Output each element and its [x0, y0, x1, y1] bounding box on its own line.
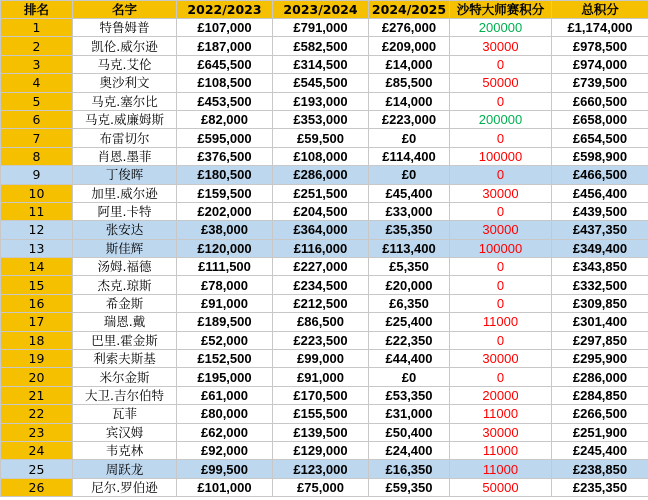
header-total-points: 总积分 — [552, 1, 648, 19]
cell-2024-2025: £14,000 — [369, 55, 450, 73]
cell-total-points: £439,500 — [552, 202, 648, 220]
cell-2024-2025: £113,400 — [369, 239, 450, 257]
cell-name: 奥沙利文 — [73, 74, 177, 92]
cell-2022-2023: £202,000 — [177, 202, 273, 220]
cell-name: 丁俊晖 — [73, 166, 177, 184]
cell-2024-2025: £85,500 — [369, 74, 450, 92]
cell-saudi-points: 0 — [450, 92, 552, 110]
cell-2024-2025: £44,400 — [369, 350, 450, 368]
cell-rank: 15 — [1, 276, 73, 294]
cell-name: 尼尔.罗伯逊 — [73, 478, 177, 496]
cell-2022-2023: £101,000 — [177, 478, 273, 496]
cell-rank: 17 — [1, 313, 73, 331]
cell-total-points: £654,500 — [552, 129, 648, 147]
cell-name: 巴里.霍金斯 — [73, 331, 177, 349]
cell-2023-2024: £212,500 — [273, 294, 369, 312]
cell-rank: 4 — [1, 74, 73, 92]
cell-2024-2025: £0 — [369, 368, 450, 386]
table-row — [1, 92, 648, 110]
cell-2023-2024: £353,000 — [273, 110, 369, 128]
cell-2023-2024: £234,500 — [273, 276, 369, 294]
cell-rank: 8 — [1, 147, 73, 165]
cell-name: 马克.威廉姆斯 — [73, 110, 177, 128]
cell-saudi-points: 50000 — [450, 478, 552, 496]
table-row — [1, 19, 648, 37]
cell-name: 米尔金斯 — [73, 368, 177, 386]
cell-2024-2025: £14,000 — [369, 92, 450, 110]
cell-total-points: £309,850 — [552, 294, 648, 312]
cell-2023-2024: £314,500 — [273, 55, 369, 73]
cell-saudi-points: 30000 — [450, 37, 552, 55]
cell-2023-2024: £582,500 — [273, 37, 369, 55]
table-row — [1, 239, 648, 257]
cell-saudi-points: 30000 — [450, 184, 552, 202]
cell-2024-2025: £276,000 — [369, 19, 450, 37]
cell-saudi-points: 30000 — [450, 221, 552, 239]
cell-2023-2024: £170,500 — [273, 386, 369, 404]
table-row — [1, 423, 648, 441]
header-row — [1, 1, 648, 19]
table-body — [1, 19, 648, 497]
cell-2022-2023: £108,500 — [177, 74, 273, 92]
cell-2022-2023: £645,500 — [177, 55, 273, 73]
cell-total-points: £251,900 — [552, 423, 648, 441]
cell-saudi-points: 0 — [450, 202, 552, 220]
cell-2022-2023: £92,000 — [177, 441, 273, 459]
cell-2023-2024: £155,500 — [273, 405, 369, 423]
cell-rank: 21 — [1, 386, 73, 404]
table-row — [1, 37, 648, 55]
cell-2023-2024: £545,500 — [273, 74, 369, 92]
cell-saudi-points: 200000 — [450, 110, 552, 128]
cell-2024-2025: £0 — [369, 166, 450, 184]
cell-2024-2025: £209,000 — [369, 37, 450, 55]
cell-total-points: £332,500 — [552, 276, 648, 294]
cell-name: 马克.艾伦 — [73, 55, 177, 73]
cell-2024-2025: £16,350 — [369, 460, 450, 478]
cell-total-points: £739,500 — [552, 74, 648, 92]
cell-2024-2025: £59,350 — [369, 478, 450, 496]
cell-saudi-points: 0 — [450, 166, 552, 184]
table-row — [1, 294, 648, 312]
table-row — [1, 55, 648, 73]
cell-2022-2023: £107,000 — [177, 19, 273, 37]
cell-rank: 6 — [1, 110, 73, 128]
cell-total-points: £284,850 — [552, 386, 648, 404]
cell-name: 周跃龙 — [73, 460, 177, 478]
cell-2022-2023: £52,000 — [177, 331, 273, 349]
cell-2024-2025: £45,400 — [369, 184, 450, 202]
table-row — [1, 405, 648, 423]
cell-saudi-points: 0 — [450, 276, 552, 294]
cell-total-points: £1,174,000 — [552, 19, 648, 37]
table-row — [1, 441, 648, 459]
cell-saudi-points: 11000 — [450, 313, 552, 331]
cell-2023-2024: £59,500 — [273, 129, 369, 147]
cell-total-points: £295,900 — [552, 350, 648, 368]
cell-saudi-points: 100000 — [450, 147, 552, 165]
cell-2022-2023: £61,000 — [177, 386, 273, 404]
cell-saudi-points: 11000 — [450, 460, 552, 478]
cell-2024-2025: £33,000 — [369, 202, 450, 220]
cell-2022-2023: £99,500 — [177, 460, 273, 478]
cell-name: 宾汉姆 — [73, 423, 177, 441]
cell-name: 加里.威尔逊 — [73, 184, 177, 202]
cell-saudi-points: 0 — [450, 55, 552, 73]
cell-saudi-points: 30000 — [450, 350, 552, 368]
cell-2022-2023: £80,000 — [177, 405, 273, 423]
table-row — [1, 313, 648, 331]
cell-name: 斯佳辉 — [73, 239, 177, 257]
table-row — [1, 166, 648, 184]
cell-rank: 23 — [1, 423, 73, 441]
cell-total-points: £466,500 — [552, 166, 648, 184]
cell-2024-2025: £6,350 — [369, 294, 450, 312]
cell-2023-2024: £86,500 — [273, 313, 369, 331]
cell-2024-2025: £114,400 — [369, 147, 450, 165]
cell-name: 利索夫斯基 — [73, 350, 177, 368]
cell-name: 阿里.卡特 — [73, 202, 177, 220]
cell-total-points: £286,000 — [552, 368, 648, 386]
cell-saudi-points: 11000 — [450, 405, 552, 423]
cell-2023-2024: £139,500 — [273, 423, 369, 441]
table-row — [1, 184, 648, 202]
cell-2023-2024: £129,000 — [273, 441, 369, 459]
cell-saudi-points: 0 — [450, 368, 552, 386]
cell-2023-2024: £364,000 — [273, 221, 369, 239]
table-row — [1, 202, 648, 220]
cell-2022-2023: £91,000 — [177, 294, 273, 312]
cell-2024-2025: £31,000 — [369, 405, 450, 423]
cell-2023-2024: £227,000 — [273, 258, 369, 276]
header-saudi-points: 沙特大师赛积分 — [450, 1, 552, 19]
cell-2023-2024: £251,500 — [273, 184, 369, 202]
cell-2023-2024: £223,500 — [273, 331, 369, 349]
table-row — [1, 386, 648, 404]
header-2024-2025: 2024/2025 — [369, 1, 450, 19]
cell-rank: 2 — [1, 37, 73, 55]
cell-2022-2023: £595,000 — [177, 129, 273, 147]
header-name: 名字 — [73, 1, 177, 19]
header-2022-2023: 2022/2023 — [177, 1, 273, 19]
cell-rank: 16 — [1, 294, 73, 312]
cell-2023-2024: £99,000 — [273, 350, 369, 368]
cell-2024-2025: £50,400 — [369, 423, 450, 441]
table-row — [1, 221, 648, 239]
cell-saudi-points: 30000 — [450, 423, 552, 441]
cell-rank: 20 — [1, 368, 73, 386]
cell-rank: 3 — [1, 55, 73, 73]
cell-total-points: £301,400 — [552, 313, 648, 331]
cell-total-points: £235,350 — [552, 478, 648, 496]
cell-rank: 1 — [1, 19, 73, 37]
cell-name: 马克.塞尔比 — [73, 92, 177, 110]
cell-rank: 10 — [1, 184, 73, 202]
cell-name: 希金斯 — [73, 294, 177, 312]
cell-rank: 14 — [1, 258, 73, 276]
cell-2022-2023: £62,000 — [177, 423, 273, 441]
cell-name: 凯伦.威尔逊 — [73, 37, 177, 55]
table-row — [1, 368, 648, 386]
cell-2024-2025: £24,400 — [369, 441, 450, 459]
cell-2022-2023: £152,500 — [177, 350, 273, 368]
cell-rank: 18 — [1, 331, 73, 349]
cell-2022-2023: £187,000 — [177, 37, 273, 55]
cell-saudi-points: 11000 — [450, 441, 552, 459]
cell-2023-2024: £75,000 — [273, 478, 369, 496]
table-row — [1, 110, 648, 128]
cell-2022-2023: £376,500 — [177, 147, 273, 165]
header-rank: 排名 — [1, 1, 73, 19]
cell-saudi-points: 0 — [450, 294, 552, 312]
cell-name: 汤姆.福德 — [73, 258, 177, 276]
cell-name: 瑞恩.戴 — [73, 313, 177, 331]
cell-2022-2023: £38,000 — [177, 221, 273, 239]
cell-2022-2023: £180,500 — [177, 166, 273, 184]
cell-2024-2025: £20,000 — [369, 276, 450, 294]
cell-name: 大卫.吉尔伯特 — [73, 386, 177, 404]
cell-total-points: £658,000 — [552, 110, 648, 128]
table-row — [1, 350, 648, 368]
table-row — [1, 147, 648, 165]
cell-name: 瓦菲 — [73, 405, 177, 423]
cell-total-points: £266,500 — [552, 405, 648, 423]
cell-2022-2023: £159,500 — [177, 184, 273, 202]
cell-2024-2025: £0 — [369, 129, 450, 147]
cell-saudi-points: 0 — [450, 129, 552, 147]
cell-2022-2023: £78,000 — [177, 276, 273, 294]
cell-rank: 22 — [1, 405, 73, 423]
cell-total-points: £660,500 — [552, 92, 648, 110]
table-row — [1, 460, 648, 478]
cell-2022-2023: £82,000 — [177, 110, 273, 128]
cell-name: 布雷切尔 — [73, 129, 177, 147]
cell-name: 张安达 — [73, 221, 177, 239]
cell-2022-2023: £195,000 — [177, 368, 273, 386]
cell-total-points: £978,500 — [552, 37, 648, 55]
cell-rank: 19 — [1, 350, 73, 368]
cell-rank: 12 — [1, 221, 73, 239]
cell-2022-2023: £453,500 — [177, 92, 273, 110]
cell-total-points: £297,850 — [552, 331, 648, 349]
table-row — [1, 276, 648, 294]
cell-saudi-points: 100000 — [450, 239, 552, 257]
table-row — [1, 331, 648, 349]
cell-2023-2024: £193,000 — [273, 92, 369, 110]
cell-2024-2025: £35,350 — [369, 221, 450, 239]
cell-name: 肖恩.墨菲 — [73, 147, 177, 165]
cell-rank: 9 — [1, 166, 73, 184]
cell-total-points: £238,850 — [552, 460, 648, 478]
header-2023-2024: 2023/2024 — [273, 1, 369, 19]
cell-2022-2023: £189,500 — [177, 313, 273, 331]
cell-2022-2023: £120,000 — [177, 239, 273, 257]
cell-saudi-points: 50000 — [450, 74, 552, 92]
cell-saudi-points: 20000 — [450, 386, 552, 404]
cell-name: 韦克林 — [73, 441, 177, 459]
cell-2023-2024: £286,000 — [273, 166, 369, 184]
cell-total-points: £437,350 — [552, 221, 648, 239]
cell-2023-2024: £91,000 — [273, 368, 369, 386]
cell-rank: 7 — [1, 129, 73, 147]
cell-2023-2024: £108,000 — [273, 147, 369, 165]
table-row — [1, 129, 648, 147]
cell-total-points: £598,900 — [552, 147, 648, 165]
table-row — [1, 74, 648, 92]
cell-name: 杰克.琼斯 — [73, 276, 177, 294]
cell-rank: 11 — [1, 202, 73, 220]
cell-saudi-points: 0 — [450, 331, 552, 349]
cell-total-points: £343,850 — [552, 258, 648, 276]
cell-total-points: £974,000 — [552, 55, 648, 73]
cell-total-points: £349,400 — [552, 239, 648, 257]
cell-rank: 25 — [1, 460, 73, 478]
cell-2024-2025: £53,350 — [369, 386, 450, 404]
cell-2024-2025: £5,350 — [369, 258, 450, 276]
cell-saudi-points: 0 — [450, 258, 552, 276]
cell-2023-2024: £123,000 — [273, 460, 369, 478]
cell-2024-2025: £223,000 — [369, 110, 450, 128]
table-row — [1, 478, 648, 496]
cell-saudi-points: 200000 — [450, 19, 552, 37]
cell-name: 特鲁姆普 — [73, 19, 177, 37]
cell-total-points: £245,400 — [552, 441, 648, 459]
cell-2023-2024: £791,000 — [273, 19, 369, 37]
cell-2022-2023: £111,500 — [177, 258, 273, 276]
cell-2024-2025: £25,400 — [369, 313, 450, 331]
cell-rank: 5 — [1, 92, 73, 110]
cell-2023-2024: £204,500 — [273, 202, 369, 220]
cell-total-points: £456,400 — [552, 184, 648, 202]
cell-2024-2025: £22,350 — [369, 331, 450, 349]
cell-rank: 26 — [1, 478, 73, 496]
table-row — [1, 258, 648, 276]
cell-rank: 24 — [1, 441, 73, 459]
cell-2023-2024: £116,000 — [273, 239, 369, 257]
cell-rank: 13 — [1, 239, 73, 257]
